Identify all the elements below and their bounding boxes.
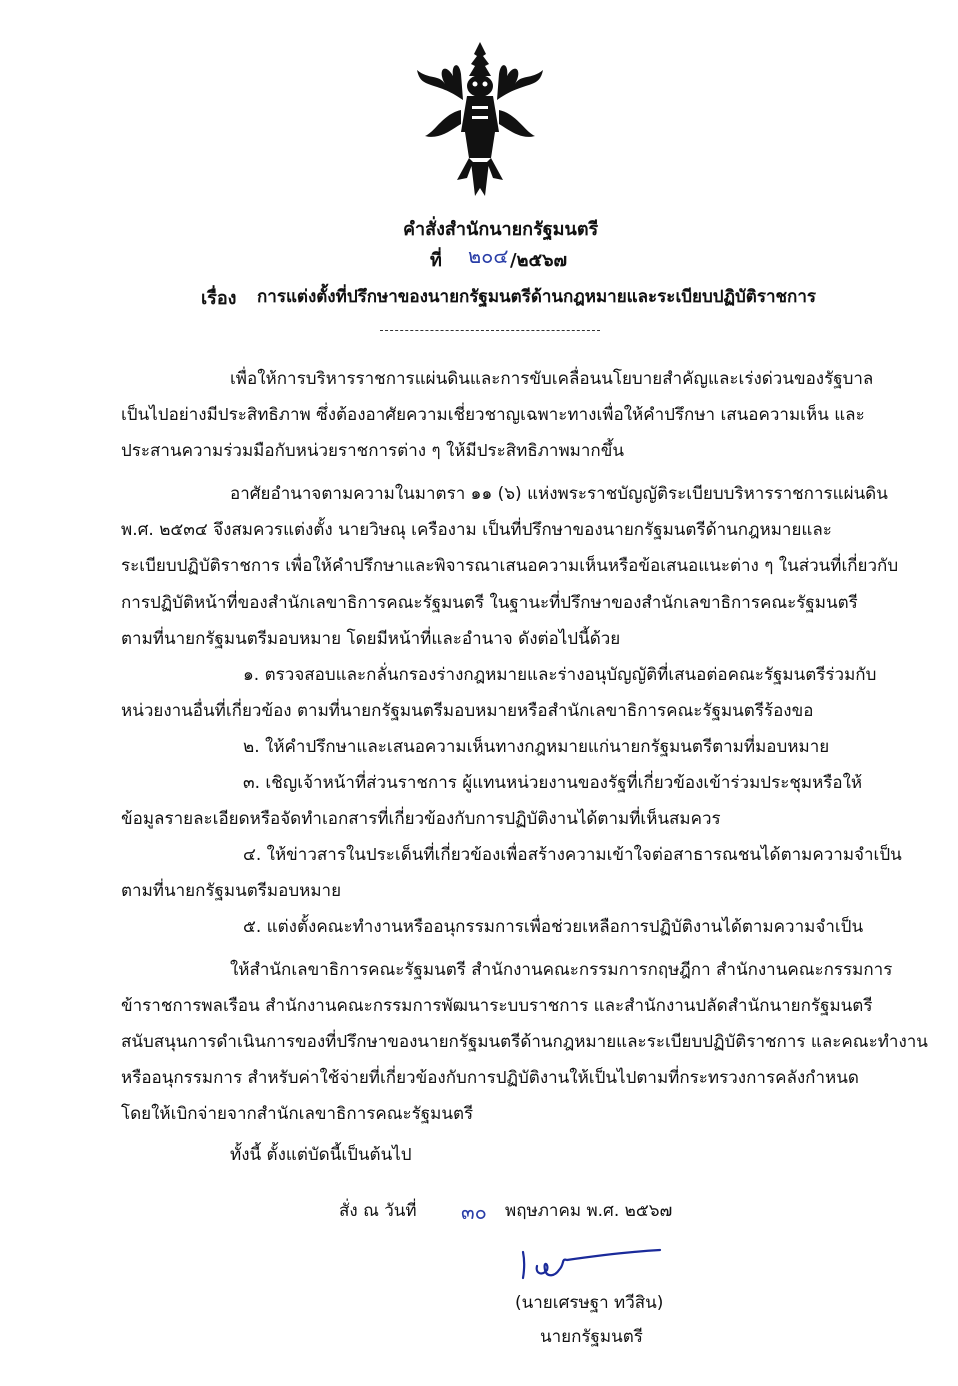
para2-line: พ.ศ. ๒๕๓๔ จึงสมควรแต่งตั้ง นายวิษณุ เครืองาม เป็นที่ปรึกษาของนายกรัฐมนตรีด้านกฎหมายและ [121,520,832,540]
signer-name: (นายเศรษฐา ทวีสิน) [515,1293,664,1313]
list-item: ข้อมูลรายละเอียดหรือจัดทำเอกสารที่เกี่ยวข้องกับการปฏิบัติงานได้ตามที่เห็นสมควร [121,809,721,829]
para3-line: ให้สำนักเลขาธิการคณะรัฐมนตรี สำนักงานคณะกรรมการกฤษฎีกา สำนักงานคณะกรรมการ [230,960,893,980]
list-item: ๕. แต่งตั้งคณะทำงานหรืออนุกรรมการเพื่อช่วยเหลือการปฏิบัติงานได้ตามความจำเป็น [243,917,864,937]
garuda-emblem [415,40,545,200]
document-title: คำสั่งสำนักนายกรัฐมนตรี [403,219,599,240]
para2-line: ระเบียบปฏิบัติราชการ เพื่อให้คำปรึกษาและพิจารณาเสนอความเห็นหรือข้อเสนอแนะต่าง ๆ ในส่วนที่เกี่ยวกับ [121,556,899,576]
para3-line: หรืออนุกรรมการ สำหรับค่าใช้จ่ายที่เกี่ยวข้องกับการปฏิบัติงานให้เป็นไปตามที่กระทรวงการคลังกำหนด [121,1068,859,1088]
para2-line: การปฏิบัติหน้าที่ของสำนักเลขาธิการคณะรัฐมนตรี ในฐานะที่ปรึกษาของสำนักเลขาธิการคณะรัฐมนตรี [121,593,858,613]
para2-line: ตามที่นายกรัฐมนตรีมอบหมาย โดยมีหน้าที่และอำนาจ ดังต่อไปนี้ด้วย [121,629,621,649]
divider [380,330,600,331]
list-item: ๒. ให้คำปรึกษาและเสนอความเห็นทางกฎหมายแก่นายกรัฐมนตรีตามที่มอบหมาย [243,737,830,757]
order-number-label: ที่ [430,250,442,271]
para2-line: อาศัยอำนาจตามความในมาตรา ๑๑ (๖) แห่งพระราชบัญญัติระเบียบบริหารราชการแผ่นดิน [230,484,888,504]
order-number-year: /๒๕๖๗ [510,250,568,271]
effective-statement: ทั้งนี้ ตั้งแต่บัดนี้เป็นต้นไป [230,1145,412,1165]
order-number-handwritten: ๒๐๔ [468,244,509,268]
list-item: หน่วยงานอื่นที่เกี่ยวข้อง ตามที่นายกรัฐมนตรีมอบหมายหรือสำนักเลขาธิการคณะรัฐมนตรีร้องขอ [121,701,814,721]
para3-line: ข้าราชการพลเรือน สำนักงานคณะกรรมการพัฒนาระบบราชการ และสำนักงานปลัดสำนักนายกรัฐมนตรี [121,996,873,1016]
para1-line: ประสานความร่วมมือกับหน่วยราชการต่าง ๆ ให้มีประสิทธิภาพมากขึ้น [121,441,624,461]
order-date-label: สั่ง ณ วันที่ [339,1201,417,1221]
order-day-handwritten: ๓๐ [461,1200,487,1224]
list-item: ๑. ตรวจสอบและกลั่นกรองร่างกฎหมายและร่างอนุบัญญัติที่เสนอต่อคณะรัฐมนตรีร่วมกับ [243,665,877,685]
list-item: ๔. ให้ข่าวสารในประเด็นที่เกี่ยวข้องเพื่อสร้างความเข้าใจต่อสาธารณชนได้ตามความจำเป็น [243,845,902,865]
para1-line: เป็นไปอย่างมีประสิทธิภาพ ซึ่งต้องอาศัยความเชี่ยวชาญเฉพาะทางเพื่อให้คำปรึกษา เสนอความเห็น และ [121,405,865,425]
subject-label: เรื่อง [201,288,237,309]
subject-text: การแต่งตั้งที่ปรึกษาของนายกรัฐมนตรีด้านกฎหมายและระเบียบปฏิบัติราชการ [257,287,817,307]
signer-title: นายกรัฐมนตรี [540,1327,643,1347]
para3-line: โดยให้เบิกจ่ายจากสำนักเลขาธิการคณะรัฐมนตรี [121,1104,474,1124]
para1-line: เพื่อให้การบริหารราชการแผ่นดินและการขับเคลื่อนนโยบายสำคัญและเร่งด่วนของรัฐบาล [230,369,874,389]
order-month-year: พฤษภาคม พ.ศ. ๒๕๖๗ [505,1201,673,1221]
list-item: ตามที่นายกรัฐมนตรีมอบหมาย [121,881,342,901]
signature [515,1244,665,1284]
list-item: ๓. เชิญเจ้าหน้าที่ส่วนราชการ ผู้แทนหน่วยงานของรัฐที่เกี่ยวข้องเข้าร่วมประชุมหรือให้ [243,773,863,793]
para3-line: สนับสนุนการดำเนินการของที่ปรึกษาของนายกรัฐมนตรีด้านกฎหมายและระเบียบปฏิบัติราชการ และคณะทำงาน [121,1032,928,1052]
